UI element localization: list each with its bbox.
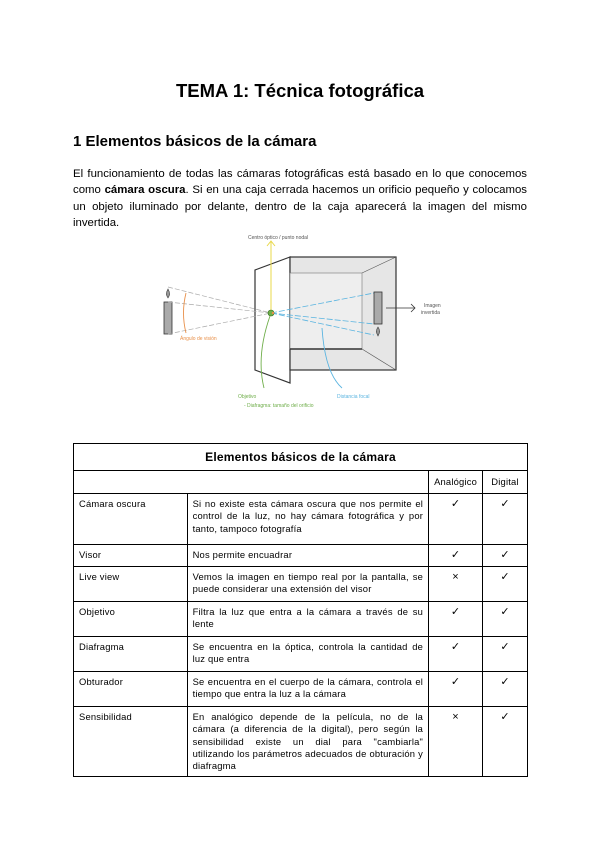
analog-mark: × [429, 707, 483, 777]
table-row [74, 637, 528, 672]
intro-paragraph [73, 166, 527, 231]
digital-mark: ✓ [483, 637, 528, 672]
analog-mark: × [429, 567, 483, 602]
label-angle: Ángulo de visión [180, 336, 217, 342]
label-objective: Objetivo [238, 394, 257, 400]
label-diaphragm: - Diafragma: tamaño del orificio [244, 403, 314, 409]
element-name: Sensibilidad [74, 707, 188, 777]
element-description: Filtra la luz que entra a la cámara a través de su lente [187, 602, 428, 637]
element-description: Se encuentra en la óptica, controla la cantidad de luz que entra [187, 637, 428, 672]
camera-obscura-diagram [150, 225, 460, 415]
digital-mark: ✓ [483, 567, 528, 602]
element-name: Obturador [74, 672, 188, 707]
element-name: Objetivo [74, 602, 188, 637]
table-row [74, 602, 528, 637]
box-inner [290, 273, 362, 349]
header-analog: Analógico [429, 471, 483, 494]
table-row [74, 545, 528, 567]
page-title: TEMA 1: Técnica fotográfica [175, 80, 425, 101]
box-front [255, 257, 290, 383]
header-digital: Digital [483, 471, 528, 494]
inverted-image [374, 292, 382, 324]
element-name: Visor [74, 545, 188, 567]
text: . Si en una caja cerrada hacemos un orificio pequeño y colocamos un objeto iluminado por delante, dentro de la caja aparecerá la imagen del mismo invertida. [73, 184, 527, 229]
text: El funcionamiento de todas las cámaras fotográficas está basado en lo que conocemos como [73, 168, 527, 197]
element-description: Nos permite encuadrar [187, 545, 428, 567]
element-name: Cámara oscura [74, 494, 188, 545]
element-name: Live view [74, 567, 188, 602]
label-focal: Distancia focal [337, 394, 370, 400]
analog-mark: ✓ [429, 494, 483, 545]
bold-term: cámara oscura [104, 184, 186, 197]
label-center: Centro óptico / punto nodal [248, 235, 309, 241]
table-row [74, 672, 528, 707]
digital-mark: ✓ [483, 545, 528, 567]
table-row [74, 494, 528, 545]
camera-elements-table [73, 443, 528, 777]
header-blank [74, 471, 429, 494]
table-row [74, 707, 528, 777]
label-image2: invertida [421, 310, 440, 316]
table-caption: Elementos básicos de la cámara [74, 444, 528, 471]
digital-mark: ✓ [483, 602, 528, 637]
element-description: Si no existe esta cámara oscura que nos permite el control de la luz, no hay cámara fotográfica y por tanto, tampoco fotografía [187, 494, 428, 545]
analog-mark: ✓ [429, 637, 483, 672]
element-description: En analógico depende de la película, no de la cámara (a diferencia de la digital), pero según la sensibilidad existe un dial para "cambiarla" utilizando los parámetros adecuados de obturación y diafragma [187, 707, 428, 777]
candle-icon [164, 302, 172, 334]
table-row [74, 567, 528, 602]
element-description: Se encuentra en el cuerpo de la cámara, controla el tiempo que entra la luz a la cámara [187, 672, 428, 707]
analog-mark: ✓ [429, 545, 483, 567]
digital-mark: ✓ [483, 707, 528, 777]
analog-mark: ✓ [429, 602, 483, 637]
label-image1: Imagen [424, 303, 441, 309]
element-description: Vemos la imagen en tiempo real por la pantalla, se puede considerar una extensión del visor [187, 567, 428, 602]
element-name: Diafragma [74, 637, 188, 672]
section-heading: 1 Elementos básicos de la cámara [73, 133, 317, 150]
analog-mark: ✓ [429, 672, 483, 707]
digital-mark: ✓ [483, 494, 528, 545]
digital-mark: ✓ [483, 672, 528, 707]
